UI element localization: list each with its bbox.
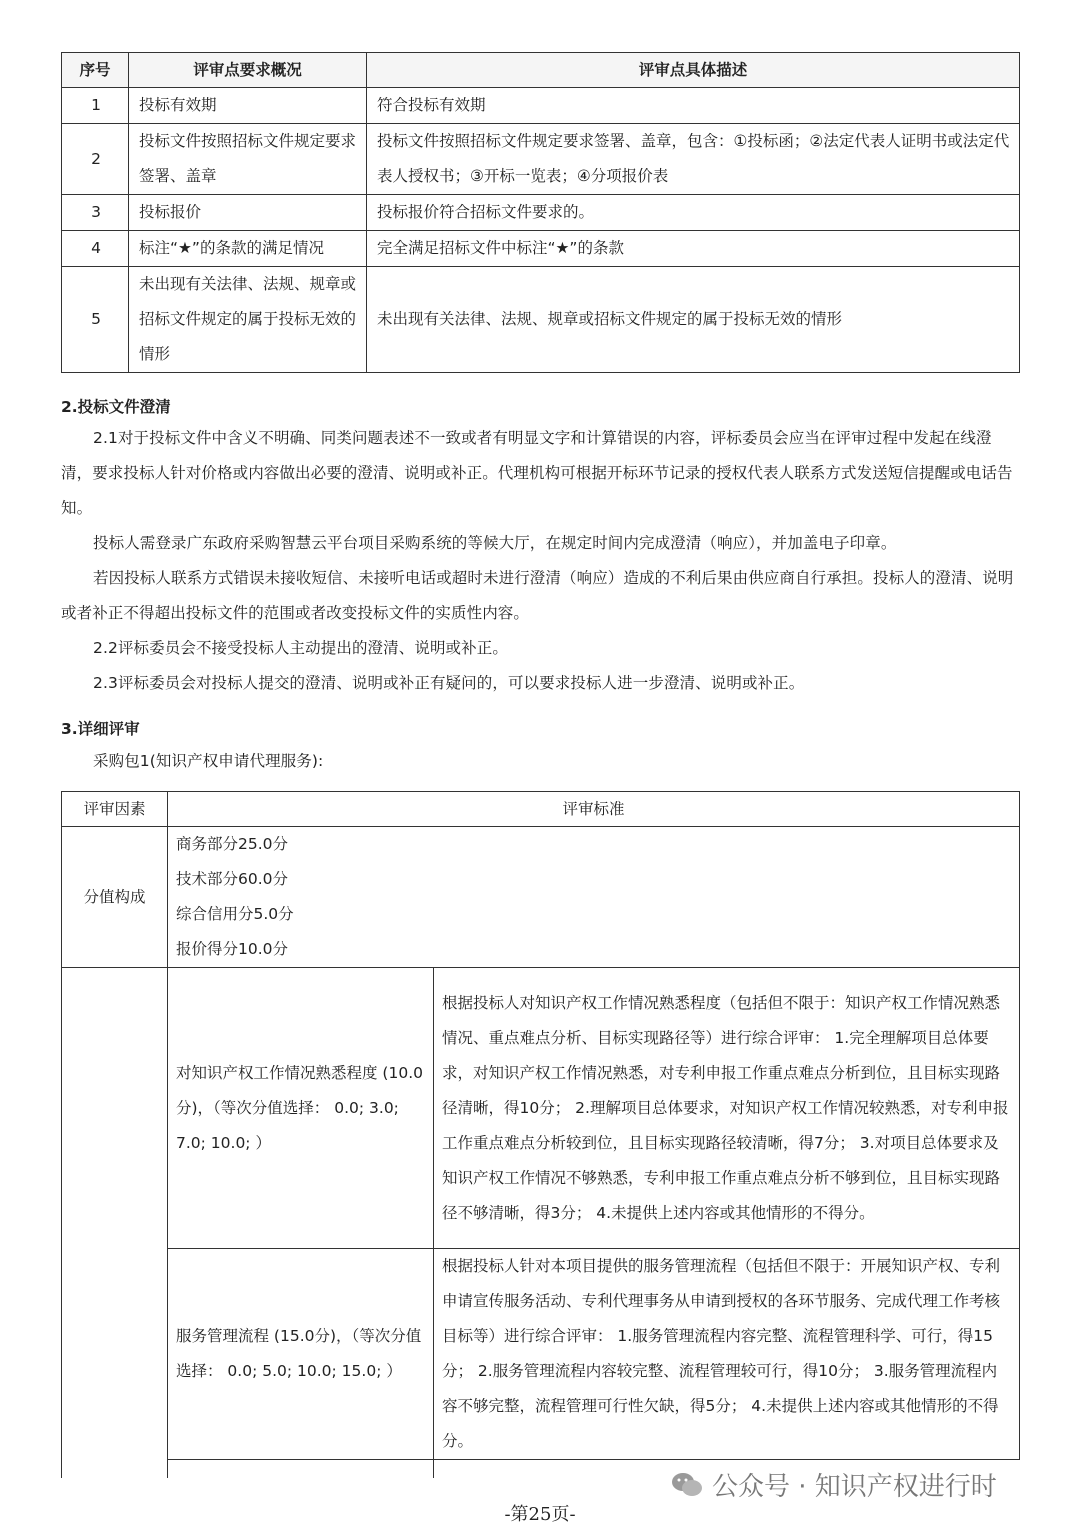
col-header-standard: 评审标准 [168,792,1020,827]
section-3-title: 3.详细评审 [61,720,140,738]
row-no: 2 [62,124,129,195]
table-row [62,88,1020,124]
composition-item: 商务部分25.0分 [176,835,289,853]
row-no: 3 [62,195,129,231]
row-desc: 投标报价符合招标文件要求的。 [367,195,1020,231]
table-row [62,231,1020,267]
row-summary: 投标有效期 [129,88,367,124]
table-row [62,1249,1020,1460]
row-no: 4 [62,231,129,267]
section-2-paragraph-5: 2.3评标委员会对投标人提交的澄清、说明或补正有疑问的，可以要求投标人进一步澄清、说明或补正。 [93,674,805,692]
table-row [62,124,1020,195]
composition-list [168,827,1020,968]
row-summary: 投标文件按照招标文件规定要求签署、盖章 [129,124,367,195]
wechat-icon [670,1470,704,1500]
item-desc: 根据投标人对知识产权工作情况熟悉程度（包括但不限于：知识产权工作情况熟悉情况、重点难点分析、目标实现路径等）进行综合评审： 1.完全理解项目总体要求，对知识产权工作情况熟悉，对专利申报工作重点难点分析到位，且目标实现路径清晰，得10分； 2.理解项目总体要求，对知识产权工作情况较熟悉，对专利申报工作重点难点分析较到位，且目标实现路径较清晰，得7分； 3.对项目总体要求及知识产权工作情况不够熟悉，专利申报工作重点难点分析不够到位，且目标实现路径不够清晰，得3分； 4.未提供上述内容或其他情形的不得分。 [434,968,1020,1249]
col-header-factor: 评审因素 [62,792,168,827]
table-row [62,968,1020,1249]
composition-label: 分值构成 [62,827,168,968]
watermark [670,1466,997,1503]
composition-item: 综合信用分5.0分 [176,905,294,923]
page-number: -第25页- [504,1504,576,1525]
row-desc: 投标文件按照招标文件规定要求签署、盖章，包含：①投标函；②法定代表人证明书或法定代表人授权书；③开标一览表；④分项报价表 [367,124,1020,195]
section-2-title: 2.投标文件澄清 [61,398,171,416]
row-desc: 符合投标有效期 [367,88,1020,124]
section-2-paragraph-2: 投标人需登录广东政府采购智慧云平台项目采购系统的等候大厅，在规定时间内完成澄清（响应），并加盖电子印章。 [93,534,897,552]
item-name: 服务管理流程 (15.0分)，（等次分值选择： 0.0; 5.0; 10.0; 15.0; ） [168,1249,434,1460]
row-no: 1 [62,88,129,124]
row-desc: 完全满足招标文件中标注“★”的条款 [367,231,1020,267]
row-desc: 未出现有关法律、法规、规章或招标文件规定的属于投标无效的情形 [367,267,1020,373]
col-header-desc: 评审点具体描述 [367,53,1020,88]
package-label: 采购包1(知识产权申请代理服务): [93,752,324,770]
section-2-paragraph-1: 2.1对于投标文件中含义不明确、同类问题表述不一致或者有明显文字和计算错误的内容，评标委员会应当在评审过程中发起在线澄清，要求投标人针对价格或内容做出必要的澄清、说明或补正。代理机构可根据开标环节记录的授权代表人联系方式发送短信提醒或电话告知。 [61,429,1013,517]
composition-item: 技术部分60.0分 [176,870,289,888]
col-header-summary: 评审点要求概况 [129,53,367,88]
table-row [62,267,1020,373]
item-desc: 根据投标人针对本项目提供的服务管理流程（包括但不限于：开展知识产权、专利申请宣传服务活动、专利代理事务从申请到授权的各环节服务、完成代理工作考核目标等）进行综合评审： 1.服务管理流程内容完整、流程管理科学、可行，得15分； 2.服务管理流程内容较完整、流程管理较可行，得10分； 3.服务管理流程内容不够完整，流程管理可行性欠缺，得5分； 4.未提供上述内容或其他情形的不得分。 [434,1249,1020,1460]
next-item-name [168,1460,434,1479]
row-no: 5 [62,267,129,373]
row-summary: 投标报价 [129,195,367,231]
row-summary: 标注“★”的条款的满足情况 [129,231,367,267]
table-header-row [62,53,1020,88]
table-row [62,195,1020,231]
scoring-table [61,791,1020,1478]
row-summary: 未出现有关法律、法规、规章或招标文件规定的属于投标无效的情形 [129,267,367,373]
table-row [62,827,1020,968]
composition-item: 报价得分10.0分 [176,940,289,958]
item-name: 对知识产权工作情况熟悉程度 (10.0分)，（等次分值选择： 0.0; 3.0; 7.0; 10.0; ） [168,968,434,1249]
section-2-paragraph-3: 若因投标人联系方式错误未接收短信、未接听电话或超时未进行澄清（响应）造成的不利后果由供应商自行承担。投标人的澄清、说明或者补正不得超出投标文件的范围或者改变投标文件的实质性内容。 [61,569,1014,622]
compliance-table [61,52,1020,373]
factor-cell-empty [62,968,168,1479]
watermark-text: 公众号 · 知识产权进行时 [712,1472,997,1502]
section-2-paragraph-4: 2.2评标委员会不接受投标人主动提出的澄清、说明或补正。 [93,639,508,657]
col-header-no: 序号 [62,53,129,88]
table-header-row [62,792,1020,827]
